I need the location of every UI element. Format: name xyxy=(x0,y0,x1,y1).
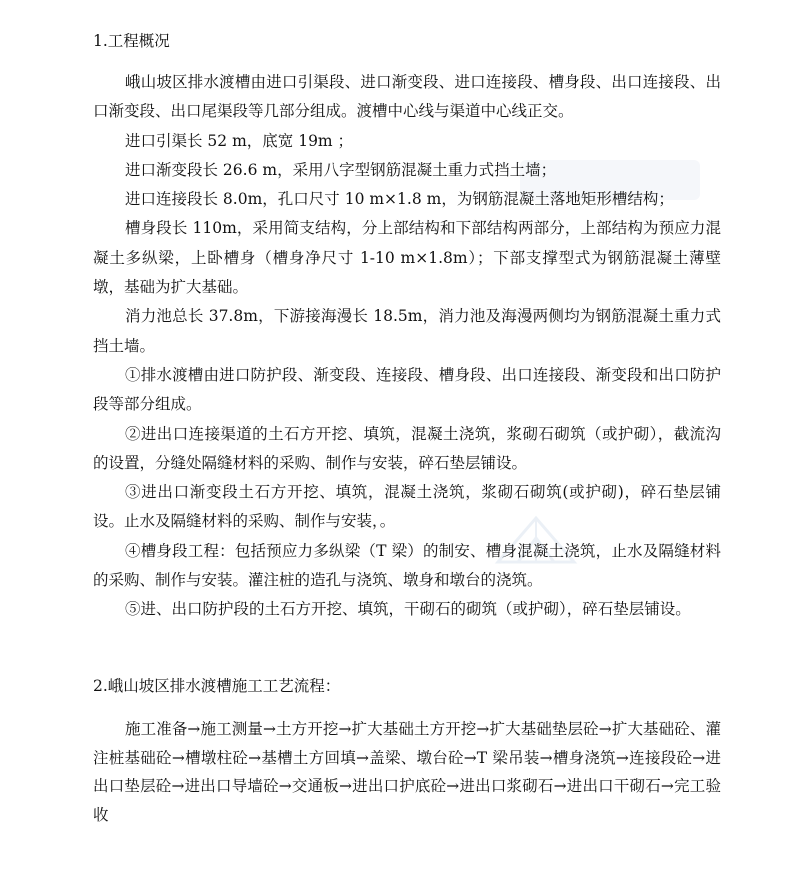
paragraph: 槽身段长 110m，采用简支结构，分上部结构和下部结构两部分，上部结构为预应力混凝土多纵梁，上卧槽身（槽身净尺寸 1-10 m×1.8m）；下部支撑型式为钢筋混凝土薄壁墩，基础为扩大基础。 xyxy=(93,219,721,297)
paragraph: 峨山坡区排水渡槽由进口引渠段、进口渐变段、进口连接段、槽身段、出口连接段、出口渐变段、出口尾渠段等几部分组成。渡槽中心线与渠道中心线正交。 xyxy=(93,73,721,121)
paragraph: ①排水渡槽由进口防护段、渐变段、连接段、槽身段、出口连接段、渐变段和出口防护段等部分组成。 xyxy=(93,365,721,414)
overview-body xyxy=(93,68,721,625)
paragraph: 施工准备→施工测量→土方开挖→扩大基础土方开挖→扩大基础垫层砼→扩大基础砼、灌注桩基础砼→槽墩柱砼→基槽土方回填→盖梁、墩台砼→T 梁吊装→槽身浇筑→连接段砼→进出口垫层砼→进出口导墙砼→交通板→进出口护底砼→进出口浆砌石→进出口干砌石→完工验收 xyxy=(93,720,721,824)
paragraph: ②进出口连接渠道的土石方开挖、填筑，混凝土浇筑，浆砌石砌筑（或护砌），截流沟的设置，分缝处隔缝材料的采购、制作与安装，碎石垫层铺设。 xyxy=(93,424,721,472)
section-heading-overview: 1.工程概况 xyxy=(93,32,170,50)
section-heading-process-flow: 2.峨山坡区排水渡槽施工工艺流程： xyxy=(93,677,341,695)
paragraph: 进口连接段长 8.0m，孔口尺寸 10 m×1.8 m，为钢筋混凝土落地矩形槽结构； xyxy=(125,190,674,209)
paragraph: ③进出口渐变段土石方开挖、填筑，混凝土浇筑，浆砌石砌筑(或护砌)，碎石垫层铺设。止水及隔缝材料的采购、制作与安装，。 xyxy=(93,483,721,531)
paragraph: 消力池总长 37.8m，下游接海漫长 18.5m，消力池及海漫两侧均为钢筋混凝土重力式挡土墙。 xyxy=(93,307,721,355)
paragraph: ④槽身段工程：包括预应力多纵梁（T 梁）的制安、槽身混凝土浇筑，止水及隔缝材料的采购、制作与安装。灌注桩的造孔与浇筑、墩身和墩台的浇筑。 xyxy=(93,541,721,590)
paragraph: ⑤进、出口防护段的土石方开挖、填筑，干砌石的砌筑（或护砌），碎石垫层铺设。 xyxy=(125,600,691,619)
paragraph: 进口渐变段长 26.6 m，采用八字型钢筋混凝土重力式挡土墙； xyxy=(125,160,557,179)
process-flow-body xyxy=(93,715,721,829)
paragraph: 进口引渠长 52 m，底宽 19m ； xyxy=(125,131,354,150)
